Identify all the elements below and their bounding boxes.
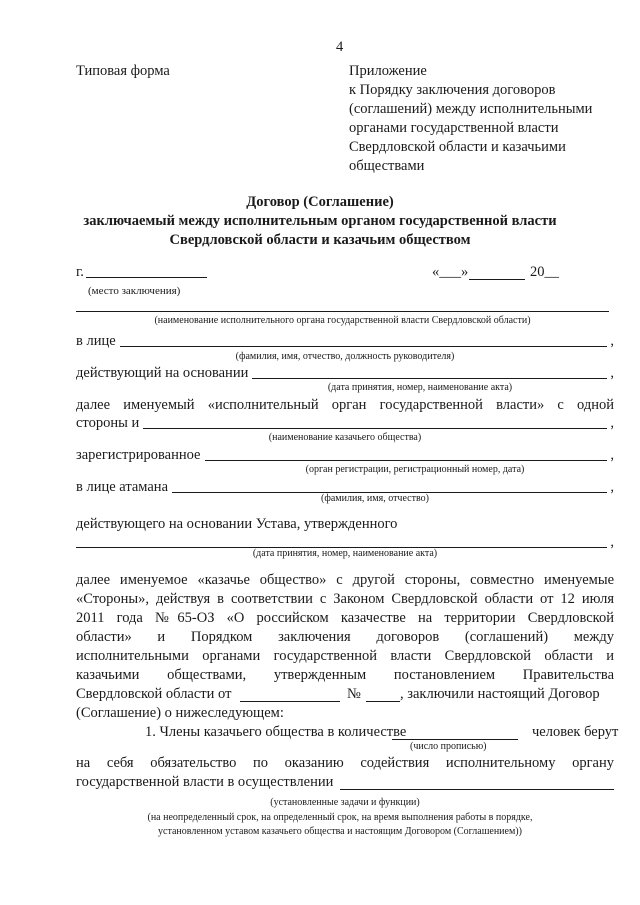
page-number: 4	[336, 39, 344, 55]
represented-by-caption: (фамилия, имя, отчество, должность руководителя)	[235, 351, 455, 362]
authority-caption: (наименование исполнительного органа государственной власти Свердловской области)	[154, 315, 531, 326]
body-line: области» и Порядком заключения договоров (соглашений) между	[76, 629, 614, 645]
body-line: казачьими обществами, утвержденным постановлением Правительства	[76, 667, 614, 683]
closing-line: (Соглашение) о нижеследующем:	[76, 705, 284, 721]
concluded-text: , заключили настоящий Договор	[400, 686, 600, 702]
body-line: 2011 года №65-ОЗ «О российском казачестве на территории Свердловской	[76, 610, 614, 626]
member-count-blank[interactable]	[392, 739, 518, 740]
clause1-line: на себя обязательство по оказанию содействия исполнительному органу	[76, 755, 614, 771]
ataman-label: в лице атамана	[76, 479, 169, 495]
term-caption: установленном уставом казачьего общества и настоящим Договором (Соглашением))	[158, 826, 522, 837]
acting-basis-caption: (дата принятия, номер, наименование акта)	[327, 382, 513, 393]
contract-title: Договор (Соглашение)	[246, 194, 394, 210]
place-caption: (место заключения)	[88, 285, 181, 297]
body-line: далее именуемое «казачье общество» с другой стороны, совместно именуемые	[76, 572, 614, 588]
society-caption: (наименование казачьего общества)	[268, 432, 422, 443]
comma: ,	[610, 479, 614, 495]
registered-field[interactable]	[76, 446, 614, 465]
clause1-line: государственной власти в осуществлении	[76, 774, 334, 790]
named-authority-line: далее именуемый «исполнительный орган государственной власти» с одной	[76, 397, 614, 413]
appendix-line: Приложение	[349, 63, 427, 79]
other-party-label: стороны и	[76, 415, 140, 431]
clause1-start: 1. Члены казачьего общества в количестве	[145, 724, 407, 740]
appendix-block	[349, 62, 592, 176]
ataman-caption: (фамилия, имя, отчество)	[321, 493, 429, 504]
comma: ,	[610, 333, 614, 349]
contract-subtitle-1: заключаемый между исполнительным органом государственной власти	[83, 213, 557, 229]
appendix-line: органами государственной власти	[349, 120, 559, 136]
clause1-end: человек берут	[532, 724, 619, 740]
appendix-line: обществами	[349, 158, 425, 174]
city-prefix: г.	[76, 264, 84, 280]
charter-caption: (дата принятия, номер, наименование акта)	[252, 548, 438, 559]
date-month-blank[interactable]	[469, 279, 525, 280]
form-type-label: Типовая форма	[76, 63, 170, 79]
appendix-line: (соглашений) между исполнительными	[349, 101, 593, 117]
registered-label: зарегистрированное	[76, 447, 201, 463]
resolution-date-blank[interactable]	[240, 701, 340, 702]
term-caption: (на неопределенный срок, на определенный срок, на время выполнения работы в порядке,	[147, 812, 533, 823]
comma: ,	[610, 415, 614, 431]
tasks-caption: (установленные задачи и функции)	[270, 797, 420, 808]
body-line: «Стороны», действуя в соответствии с Законом Свердловской области от 12 июля	[76, 591, 614, 607]
tasks-blank[interactable]	[340, 789, 614, 790]
represented-by-field[interactable]	[76, 332, 614, 351]
authority-name-blank[interactable]	[76, 311, 609, 312]
resolution-date-label: Свердловской области от	[76, 686, 232, 702]
comma: ,	[610, 534, 614, 550]
count-caption: (число прописью)	[410, 741, 487, 752]
comma: ,	[610, 447, 614, 463]
acting-basis-field[interactable]	[76, 364, 614, 383]
date-day[interactable]: «___»	[432, 264, 469, 280]
acting-basis-label: действующий на основании	[76, 365, 249, 381]
body-line: исполнительными органами государственной власти Свердловской области и	[76, 648, 614, 664]
number-sign: №	[347, 686, 361, 702]
contract-subtitle-2: Свердловской области и казачьим обществом	[169, 232, 471, 248]
registered-caption: (орган регистрации, регистрационный номер, дата)	[305, 464, 525, 475]
appendix-line: Свердловской области и казачьими	[349, 139, 566, 155]
other-party-field[interactable]	[76, 414, 614, 433]
date-year[interactable]: 20__	[530, 264, 559, 280]
resolution-number-blank[interactable]	[366, 701, 400, 702]
represented-by-label: в лице	[76, 333, 116, 349]
comma: ,	[610, 365, 614, 381]
appendix-line: к Порядку заключения договоров	[349, 82, 556, 98]
place-field[interactable]	[76, 263, 210, 282]
charter-text: действующего на основании Устава, утвержденного	[76, 516, 398, 532]
